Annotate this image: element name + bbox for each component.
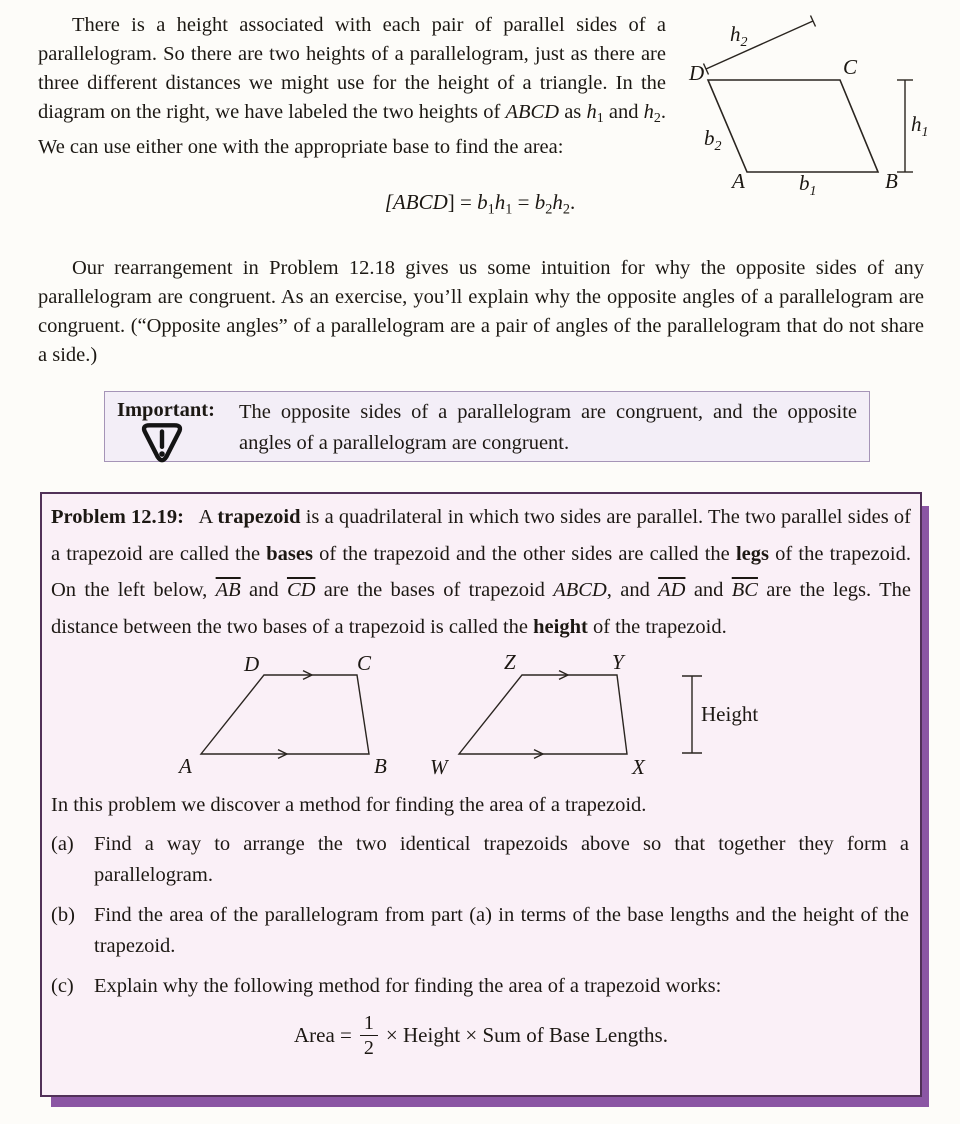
trapezoids-diagram: [169, 647, 779, 782]
trapezoid-abcd: [201, 671, 369, 759]
part-a-text: Find a way to arrange the two identical trapezoids above so that together they form a parallelogram.: [94, 833, 909, 886]
problem-12-19-box: [40, 492, 922, 1097]
part-b-label: (b): [51, 904, 75, 926]
intro-paragraph: There is a height associated with each pair of parallel sides of a parallelogram. So there are two heights of a parallelogram, just as there are three different distances we might use for the height of a triangle. In the diagram on the right, we have labeled the two heights of ABCD as $h_1$ and $h_2$. We can use either one with the appropriate base to find the area:: [38, 14, 667, 159]
parallelogram-shape: [708, 80, 878, 172]
important-label-column: [117, 397, 239, 465]
problem-part-c: [51, 971, 911, 1002]
trapezoid-wxyz: [459, 671, 627, 759]
vertex-label-d: D: [244, 652, 260, 676]
vertex-label-y: Y: [612, 650, 624, 674]
problem-part-b: [51, 900, 911, 962]
part-a-label: (a): [51, 833, 74, 855]
important-label: Important:: [117, 399, 215, 421]
problem-part-a: [51, 829, 911, 891]
vertex-label-c: C: [357, 651, 372, 675]
warning-exclamation-icon: [139, 421, 185, 465]
parallelogram-diagram: [665, 0, 960, 205]
trapezoid-diagram-row: [169, 647, 911, 787]
fraction-denominator: 2: [363, 1037, 374, 1060]
base1-label: $b_1$: [799, 171, 817, 199]
important-text: The opposite sides of a parallelogram are congruent, and the opposite angles of a parallelogram are congruent.: [239, 401, 857, 454]
problem-intro-line: In this problem we discover a method for finding the area of a trapezoid.: [51, 794, 647, 816]
part-c-text: Explain why the following method for finding the area of a trapezoid works:: [94, 975, 722, 997]
vertex-label-b: B: [885, 169, 898, 193]
part-c-label: (c): [51, 975, 74, 997]
problem-statement: Problem 12.19: A trapezoid is a quadrilateral in which two sides are parallel. The two parallel sides of a trapezoid are called the bases of the trapezoid and the other sides are called the legs of the trapezoid. On the left below, $\overline{AB}$ and $\overline{CD}$ are the bases of trapezoid ABCD, and $\overline{AD}$ and $\overline{BC}$ are the legs. The distance between the two bases of a trapezoid is called the height of the trapezoid.: [51, 506, 912, 638]
trapezoid-area-formula: [51, 1013, 911, 1059]
height1-label: $h_1$: [911, 112, 929, 140]
height-measure-line: [682, 676, 702, 753]
vertex-label-d: D: [689, 61, 705, 85]
vertex-label-b: B: [374, 754, 387, 778]
fraction-numerator: 1: [360, 1013, 378, 1036]
vertex-label-c: C: [843, 55, 858, 79]
height-label: Height: [701, 702, 759, 726]
vertex-label-w: W: [430, 755, 448, 779]
important-callout-box: [104, 391, 870, 462]
vertex-label-a: A: [179, 754, 192, 778]
area-equation: [ABCD] = $b_1h_1 = b_2h_2$.: [384, 190, 576, 218]
base2-label: $b_2$: [704, 126, 722, 154]
vertex-label-x: X: [632, 755, 645, 779]
formula-suffix: × Height × Sum of Base Lengths.: [385, 1023, 668, 1048]
part-b-text: Find the area of the parallelogram from part (a) in terms of the base lengths and the height of the trapezoid.: [94, 904, 909, 957]
vertex-label-z: Z: [504, 650, 516, 674]
rearrangement-paragraph: Our rearrangement in Problem 12.18 gives us some intuition for why the opposite sides of any parallelogram are congruent. As an exercise, you’ll explain why the opposite angles of a parallelogram are congruent. (“Opposite angles” of a parallelogram are a pair of angles of the parallelogram that do not share a side.): [38, 257, 924, 366]
height2-label: $h_2$: [730, 22, 748, 50]
h2-measure-line: [704, 16, 816, 75]
formula-prefix: Area =: [294, 1023, 352, 1048]
one-half-fraction: [360, 1013, 378, 1059]
vertex-label-a: A: [732, 169, 745, 193]
